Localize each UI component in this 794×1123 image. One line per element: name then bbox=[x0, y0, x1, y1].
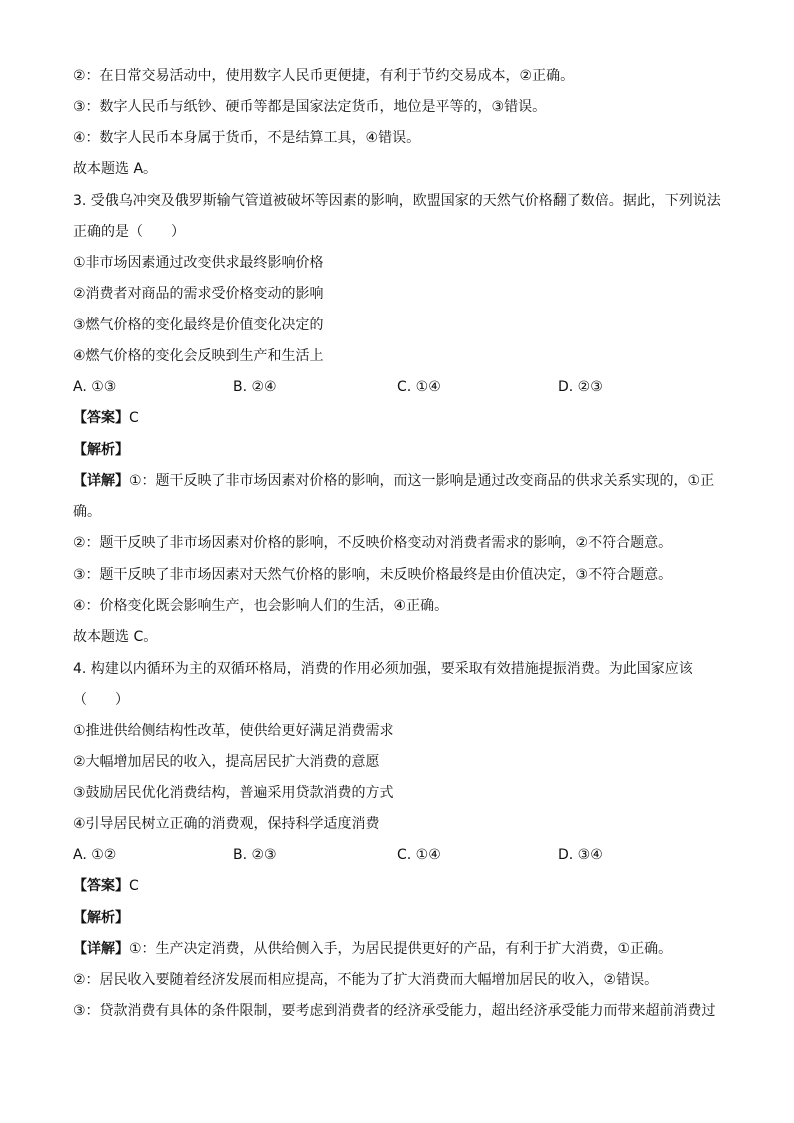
q4-option-b: B. ②③ bbox=[233, 847, 277, 863]
q4-option-c: C. ①④ bbox=[397, 847, 441, 863]
q3-option-d: D. ②③ bbox=[558, 379, 603, 395]
q3-item-1: ①非市场因素通过改变供求最终影响价格 bbox=[73, 255, 324, 271]
q3-item-3: ③燃气价格的变化最终是价值变化决定的 bbox=[73, 317, 324, 333]
q3-stem-line-2: 正确的是（ ） bbox=[73, 224, 185, 240]
answer-label: 【答案】 bbox=[73, 878, 129, 894]
q4-analysis-heading bbox=[73, 908, 129, 928]
q4-detail-line-1 bbox=[73, 939, 672, 959]
detail-text: ①：题干反映了非市场因素对价格的影响，而这一影响是通过改变商品的供求关系实现的，①正 bbox=[129, 473, 715, 489]
q4-item-1: ①推进供给侧结构性改革，使供给更好满足消费需求 bbox=[73, 723, 394, 739]
q4-stem-line-1: 4. 构建以内循环为主的双循环格局，消费的作用必须加强，要采取有效措施提振消费。为此国家应该 bbox=[73, 661, 693, 677]
q3-detail-line-4: ④：价格变化既会影响生产，也会影响人们的生活，④正确。 bbox=[73, 598, 449, 614]
q4-item-2: ②大幅增加居民的收入，提高居民扩大消费的意愿 bbox=[73, 754, 380, 770]
q4-option-a: A. ①② bbox=[73, 847, 117, 863]
q3-detail-line-3: ③：题干反映了非市场因素对天然气价格的影响，未反映价格最终是由价值决定，③不符合题意。 bbox=[73, 567, 673, 583]
q4-detail-line-2: ②：居民收入要随着经济发展而相应提高，不能为了扩大消费而大幅增加居民的收入，②错误。 bbox=[73, 972, 659, 988]
q3-conclusion: 故本题选 C。 bbox=[73, 629, 158, 645]
q2-analysis-line-2: ②：在日常交易活动中，使用数字人民币更便捷，有利于节约交易成本，②正确。 bbox=[73, 68, 575, 84]
q3-option-c: C. ①④ bbox=[397, 379, 441, 395]
q2-analysis-line-4: ④：数字人民币本身属于货币，不是结算工具，④错误。 bbox=[73, 130, 421, 146]
q3-analysis-heading bbox=[73, 440, 129, 460]
q2-conclusion: 故本题选 A。 bbox=[73, 161, 158, 177]
answer-value: C bbox=[129, 878, 139, 894]
q3-detail-line-1 bbox=[73, 471, 714, 491]
q3-detail-line-2: ②：题干反映了非市场因素对价格的影响，不反映价格变动对消费者需求的影响，②不符合题意。 bbox=[73, 535, 673, 551]
detail-label: 【详解】 bbox=[73, 473, 129, 489]
answer-value: C bbox=[129, 410, 139, 426]
q4-item-3: ③鼓励居民优化消费结构，普遍采用贷款消费的方式 bbox=[73, 785, 394, 801]
q3-stem-line-1: 3. 受俄乌冲突及俄罗斯输气管道被破坏等因素的影响，欧盟国家的天然气价格翻了数倍。据此，下列说法 bbox=[73, 193, 721, 209]
q4-option-d: D. ③④ bbox=[558, 847, 603, 863]
q3-answer bbox=[73, 408, 139, 428]
q4-answer bbox=[73, 876, 139, 896]
analysis-label: 【解析】 bbox=[73, 910, 129, 926]
answer-label: 【答案】 bbox=[73, 410, 129, 426]
q3-option-b: B. ②④ bbox=[233, 379, 277, 395]
detail-text: ①：生产决定消费，从供给侧入手，为居民提供更好的产品，有利于扩大消费，①正确。 bbox=[129, 941, 673, 957]
q4-detail-line-3: ③：贷款消费有具体的条件限制，要考虑到消费者的经济承受能力，超出经济承受能力而带来超前消费过 bbox=[73, 1003, 716, 1019]
q3-detail-line-1b: 确。 bbox=[73, 504, 101, 520]
analysis-label: 【解析】 bbox=[73, 442, 129, 458]
q3-option-a: A. ①③ bbox=[73, 379, 117, 395]
q4-item-4: ④引导居民树立正确的消费观，保持科学适度消费 bbox=[73, 816, 380, 832]
q3-item-2: ②消费者对商品的需求受价格变动的影响 bbox=[73, 286, 324, 302]
q3-item-4: ④燃气价格的变化会反映到生产和生活上 bbox=[73, 348, 324, 364]
q2-analysis-line-3: ③：数字人民币与纸钞、硬币等都是国家法定货币，地位是平等的，③错误。 bbox=[73, 99, 547, 115]
q4-stem-line-2: （ ） bbox=[73, 692, 129, 708]
detail-label: 【详解】 bbox=[73, 941, 129, 957]
